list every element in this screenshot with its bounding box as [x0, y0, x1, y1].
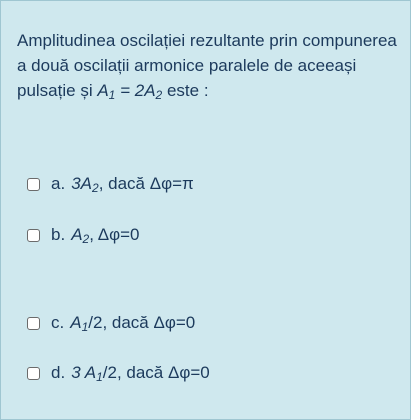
question-var-a1: $A_1$	[97, 81, 116, 102]
question-text	[17, 28, 402, 103]
option-d-checkbox[interactable]	[27, 367, 40, 380]
option-a-math: $3A_2$	[71, 174, 99, 195]
option-b[interactable]	[27, 224, 140, 246]
option-a-rest: , dacă Δφ=π	[98, 174, 194, 193]
option-b-checkbox[interactable]	[27, 229, 40, 242]
option-c-checkbox[interactable]	[27, 317, 40, 330]
option-b-math: $A_2$	[71, 225, 90, 246]
option-d-letter: d.	[51, 363, 66, 382]
option-a-letter: a.	[51, 174, 66, 193]
option-c[interactable]	[27, 312, 195, 334]
option-a-checkbox[interactable]	[27, 178, 40, 191]
option-a[interactable]	[27, 173, 194, 195]
question-equals: = 2	[115, 81, 145, 100]
question-text-after: este :	[162, 81, 209, 100]
option-d-math: 3 $A_1$	[71, 363, 103, 384]
option-c-math: $A_1$	[70, 313, 89, 334]
option-c-rest: /2, dacă Δφ=0	[88, 313, 196, 332]
option-c-letter: c.	[51, 313, 65, 332]
option-d-rest: /2, dacă Δφ=0	[102, 363, 210, 382]
option-b-rest: , Δφ=0	[89, 225, 140, 244]
question-var-a2: $A_2$	[144, 81, 163, 102]
option-d[interactable]	[27, 362, 210, 384]
option-b-letter: b.	[51, 225, 66, 244]
question-text-before: Amplitudinea oscilației rezultante prin compunerea a două oscilații armonice paralele de aceeași pulsație și	[17, 31, 397, 100]
